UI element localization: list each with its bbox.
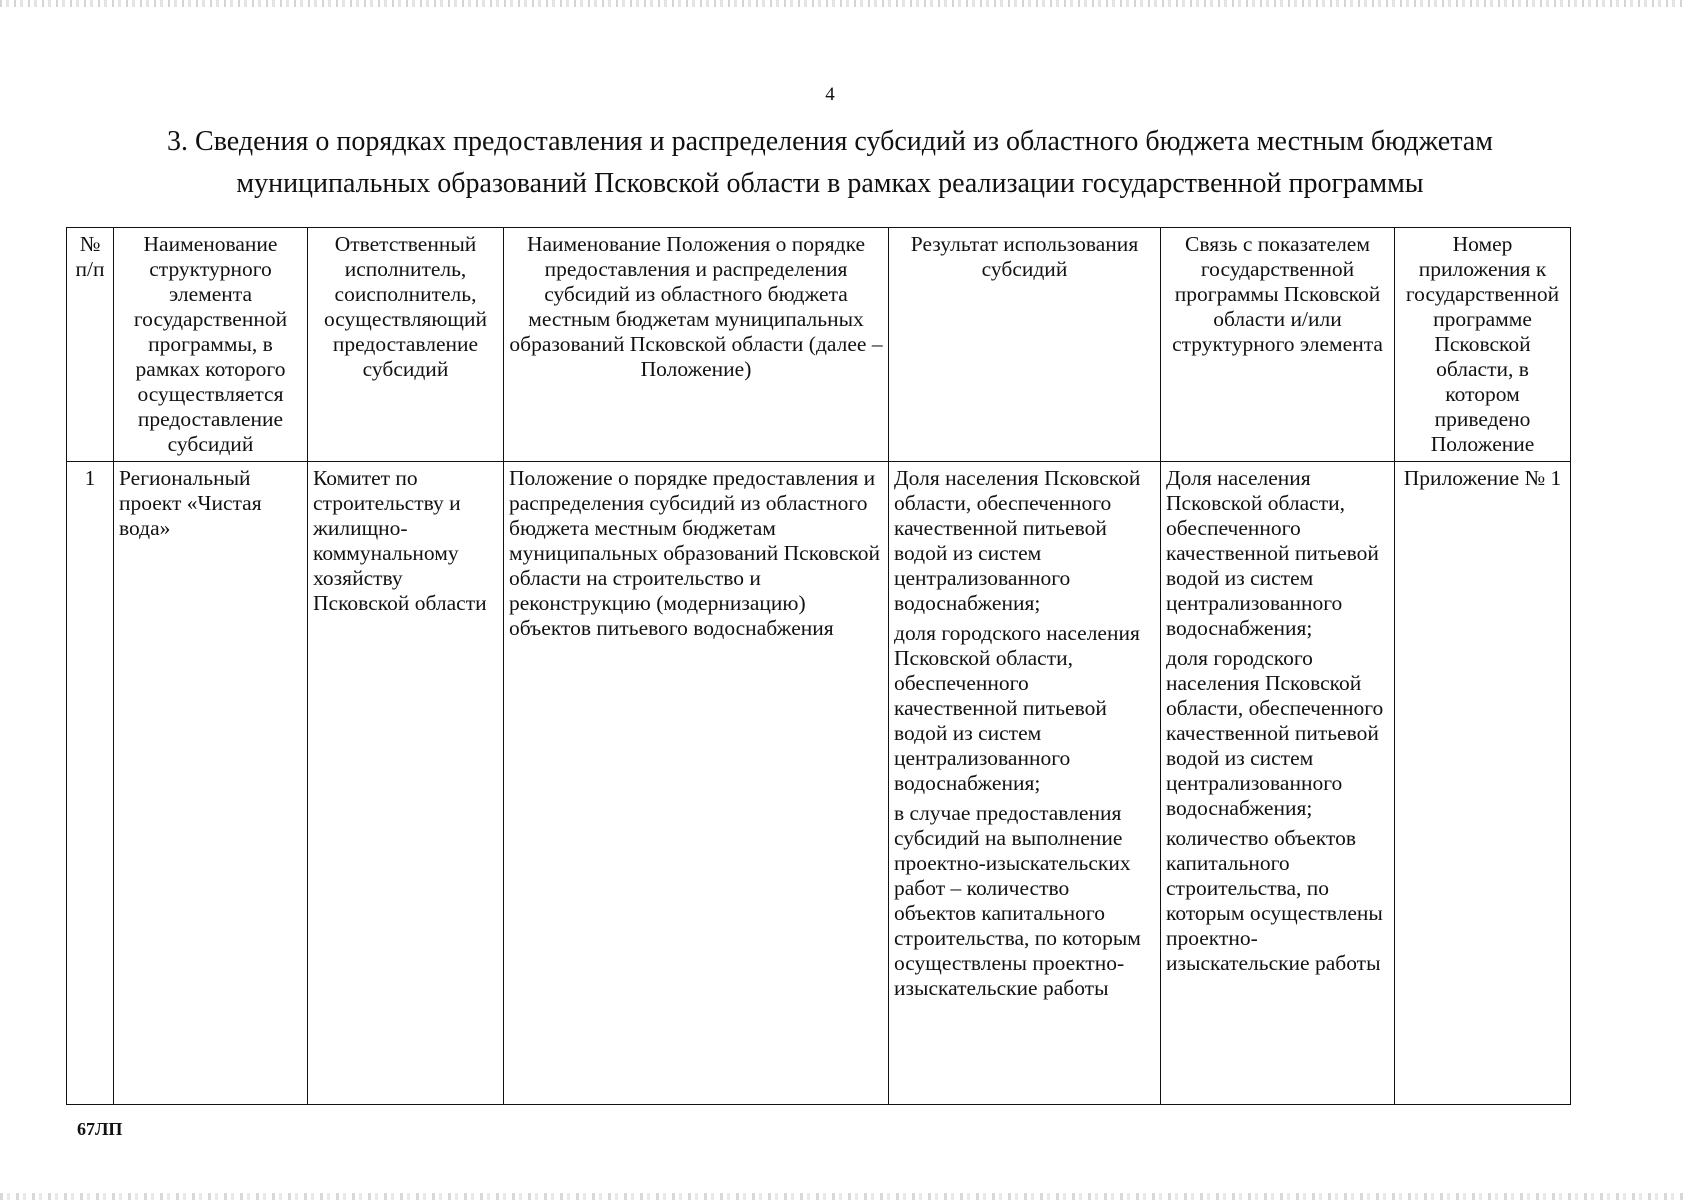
table-row [67, 462, 1571, 1105]
cell-number: 1 [67, 462, 114, 1105]
cell-regulation-name: Положение о порядке предоставления и распределения субсидий из областного бюджета местным бюджетам муниципальных образований Псковской области на строительство и реконструкцию (модернизацию) объектов питьевого водоснабжения [504, 462, 889, 1105]
result-item: Доля населения Псковской области, обеспеченного качественной питьевой водой из систем централизованного водоснабжения; [894, 466, 1141, 615]
section-title [40, 121, 1620, 205]
scan-edge-top [0, 0, 1686, 7]
header-structural-element: Наименование структурного элемента государственной программы, в рамках которого осуществляется предоставление субсидий [114, 228, 308, 462]
cell-subsidy-result [889, 462, 1161, 1105]
page-number: 4 [825, 84, 835, 105]
indicator-item: количество объектов капитального строительства, по которым осуществлены проектно-изыскательские работы [1166, 826, 1383, 975]
table-header-row [67, 228, 1571, 462]
document-code: 67ЛП [77, 1119, 123, 1139]
cell-structural-element: Региональный проект «Чистая вода» [114, 462, 308, 1105]
subsidy-table [66, 227, 1571, 1105]
result-item: доля городского населения Псковской области, обеспеченного качественной питьевой водой из систем централизованного водоснабжения; [894, 621, 1140, 795]
indicator-item: доля городского населения Псковской области, обеспеченного качественной питьевой водой из систем централизованного водоснабжения; [1166, 646, 1384, 820]
header-appendix-number: Номер приложения к государственной программе Псковской области, в котором приведено Положение [1395, 228, 1571, 462]
section-title-line-1: 3. Сведения о порядках предоставления и распределения субсидий из областного бюджета местным бюджетам [167, 126, 1493, 157]
cell-indicator-link [1161, 462, 1395, 1105]
header-subsidy-result: Результат использования субсидий [889, 228, 1161, 462]
cell-appendix-number: Приложение № 1 [1395, 462, 1571, 1105]
result-item: в случае предоставления субсидий на выполнение проектно-изыскательских работ – количество объектов капитального строительства, по которым осуществлены проектно-изыскательские работы [894, 801, 1141, 1000]
header-indicator-link: Связь с показателем государственной программы Псковской области и/или структурного элемента [1161, 228, 1395, 462]
indicator-item: Доля населения Псковской области, обеспеченного качественной питьевой водой из систем централизованного водоснабжения; [1166, 466, 1379, 640]
header-regulation-name: Наименование Положения о порядке предоставления и распределения субсидий из областного бюджета местным бюджетам муниципальных образований Псковской области (далее – Положение) [504, 228, 889, 462]
scan-edge-bottom [0, 1193, 1686, 1200]
section-title-line-2: муниципальных образований Псковской области в рамках реализации государственной программы [236, 168, 1424, 199]
header-number: № п/п [67, 228, 114, 462]
header-responsible-executor: Ответственный исполнитель, соисполнитель, осуществляющий предоставление субсидий [308, 228, 504, 462]
cell-responsible-executor: Комитет по строительству и жилищно-коммунальному хозяйству Псковской области [308, 462, 504, 1105]
